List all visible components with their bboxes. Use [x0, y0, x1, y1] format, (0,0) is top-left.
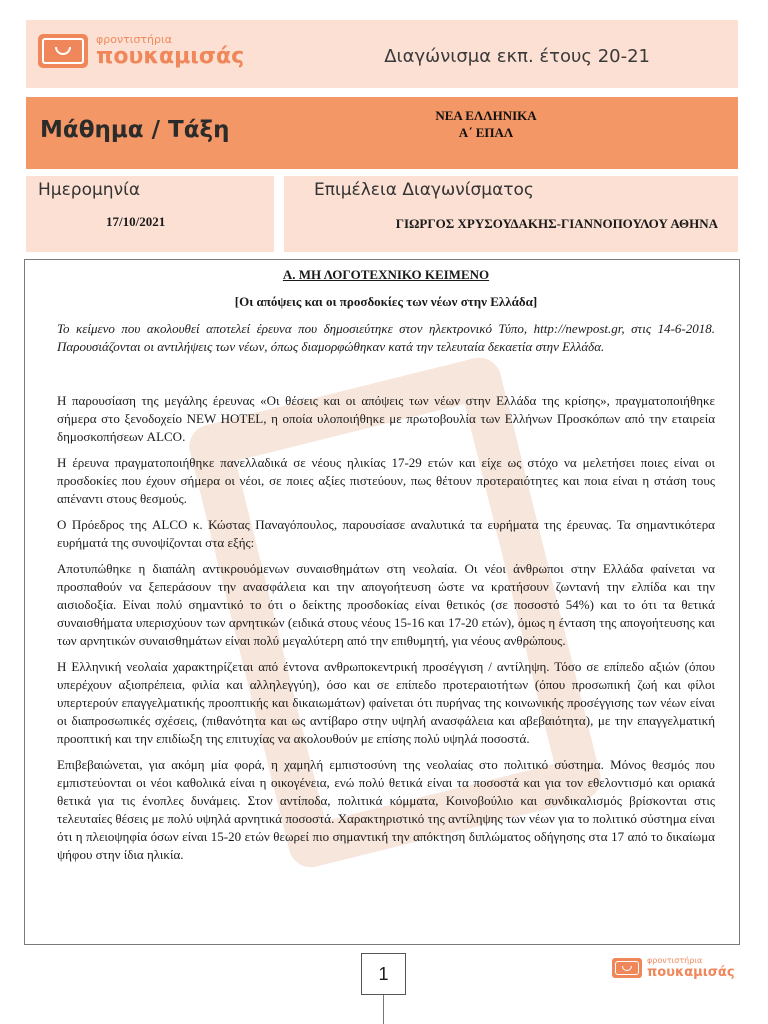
article: [25, 260, 739, 864]
paragraph: Η Ελληνική νεολαία χαρακτηρίζεται από έντονα ανθρωποκεντρική προσέγγιση / αντίληψη. Τόσο σε επίπεδο αξιών (όπου υπερέχουν αξιοπρέπεια, φιλία και αλληλεγγύη), όσο και σε επίπεδο προτεραιοτήτων (όπου προσωπική ζωή και φίλοι υπερτερούν επαγγελματικής προοπτικής και δικαιωμάτων) φαίνεται ότι πυρήνας της κοινωνικής προσέγγισης των νέων είναι οι διαπροσωπικές σχέσεις, (πιθανότητα και ως αντίβαρο στην υψηλή ανασφάλεια και αβεβαιότητα), με την επαγγελματική προοπτική και την επιδίωξη της επιτυχίας να ακολουθούν με επίσης πολύ υψηλά ποσοστά.: [57, 659, 715, 746]
footer-logo-name: πουκαμισάς: [647, 965, 735, 980]
page-number: 1: [361, 953, 406, 995]
footer-logo-icon: [612, 958, 642, 978]
paragraph: Αποτυπώθηκε η διαπάλη αντικρουόμενων συναισθημάτων στη νεολαία. Οι νέοι άνθρωποι στην Ελλάδα φαίνεται να προσπαθούν να ξεπεράσουν την ανασφάλεια και την απογοήτευση ώστε να κρατήσουν ζωντανή την ελπίδα και την αισιοδοξία. Είναι πολύ σημαντικό το ότι ο δείκτης προσδοκίας είναι θετικός (σε ποσοστό 54%) και το ότι τα θετικά συναισθήματα υπερισχύουν των αρνητικών (ειδικά στους νέους 15-16 και 17-20 ετών), όμως η ένταση της απογοήτευσης και των αρνητικών συναισθημάτων είναι πολύ μεγαλύτερη από την επιθυμητή, για νέους ανθρώπους.: [57, 561, 715, 648]
course-label: Μάθημα / Τάξη: [40, 117, 230, 143]
brand-logo: [38, 34, 244, 68]
content-frame: [24, 259, 740, 945]
paragraph: Η παρουσίαση της μεγάλης έρευνας «Οι θέσεις και οι απόψεις των νέων στην Ελλάδα της κρίσης», πραγματοποιήθηκε σήμερα στο ξενοδοχείο NEW HOTEL, η οποία υλοποιήθηκε με πρωτοβουλία των Ελλήνων Προσκόπων από την εταιρεία δημοσκοπήσεων ALCO.: [57, 393, 715, 444]
paragraph: Ο Πρόεδρος της ALCO κ. Κώστας Παναγόπουλος, παρουσίασε αναλυτικά τα ευρήματα της έρευνας. Τα σημαντικότερα ευρήματά της συνοψίζονται στα εξής:: [57, 517, 715, 550]
editor-value: ΓΙΩΡΓΟΣ ΧΡΥΣΟΥΔΑΚΗΣ-ΓΙΑΝΝΟΠΟΥΛΟΥ ΑΘΗΝΑ: [395, 216, 718, 231]
date-label: Ημερομηνία: [38, 180, 141, 200]
meta-band: [26, 176, 738, 252]
paragraph: Η έρευνα πραγματοποιήθηκε πανελλαδικά σε νέους ηλικίας 17-29 ετών και είχε ως στόχο να μελετήσει ποιες είναι οι προσδοκίες που έχουν σήμερα οι νέοι, σε ποιες αξίες πιστεύουν, πως θέτουν προτεραιότητες και ποια είναι η στάση τους απέναντι στους θεσμούς.: [57, 455, 715, 506]
paragraph: Επιβεβαιώνεται, για ακόμη μία φορά, η χαμηλή εμπιστοσύνη της νεολαίας στο πολιτικό σύστημα. Μόνος θεσμός που εμπιστεύονται οι νέοι καθολικά είναι η οικογένεια, ενώ πολύ θετικά είναι τα ποσοστά και για τον εθελοντισμό και οριακά θετικά για τις ένοπλες δυνάμεις. Στον αντίποδα, πολιτικά κόμματα, Κοινοβούλιο και συνδικαλισμός βρίσκονται στις τελευταίες θέσεις με πολύ υψηλά αρνητικά ποσοστά. Χαρακτηριστικό της αντίληψης των νέων για το πολιτικό σύστημα είναι ότι η πλειοψηφία όσων είναι 15-20 ετών θεωρεί πιο σημαντική την απόκτηση διπλώματος οδήγησης στα 17 από το δικαίωμα ψήφου στην ίδια ηλικία.: [57, 757, 715, 862]
course-name: [406, 107, 566, 141]
brand-logo-icon: [38, 34, 88, 68]
intro-paragraph: Το κείμενο που ακολουθεί αποτελεί έρευνα που δημοσιεύτηκε στον ηλεκτρονικό Τύπο, http://newpost.gr, στις 14-6-2018. Παρουσιάζονται οι αντιλήψεις των νέων, όπως διαμορφώθηκαν κατά την τελευταία δεκαετία στην Ελλάδα.: [57, 321, 715, 354]
footer-logo-small-text: φροντιστήρια: [647, 956, 703, 965]
course-subject: ΝΕΑ ΕΛΛΗΝΙΚΑ: [435, 108, 537, 123]
footer-logo: [612, 957, 735, 979]
brand-logo-small-text: φροντιστήρια: [96, 33, 172, 46]
section-title: Α. ΜΗ ΛΟΓΟΤΕΧΝΙΚΟ ΚΕΙΜΕΝΟ: [282, 267, 490, 282]
course-band: [26, 97, 738, 169]
date-value: 17/10/2021: [106, 214, 166, 229]
header-top-band: [26, 20, 738, 88]
meta-divider: [274, 176, 284, 252]
page-number-tick: [383, 995, 384, 1024]
exam-title: Διαγώνισμα εκπ. έτους 20-21: [384, 46, 650, 67]
course-class: Α΄ ΕΠΑΛ: [458, 125, 514, 140]
brand-logo-name: πουκαμισάς: [96, 44, 245, 69]
editor-label: Επιμέλεια Διαγωνίσματος: [314, 180, 534, 200]
section-subtitle: [Οι απόψεις και οι προσδοκίες των νέων στην Ελλάδα]: [234, 294, 538, 309]
